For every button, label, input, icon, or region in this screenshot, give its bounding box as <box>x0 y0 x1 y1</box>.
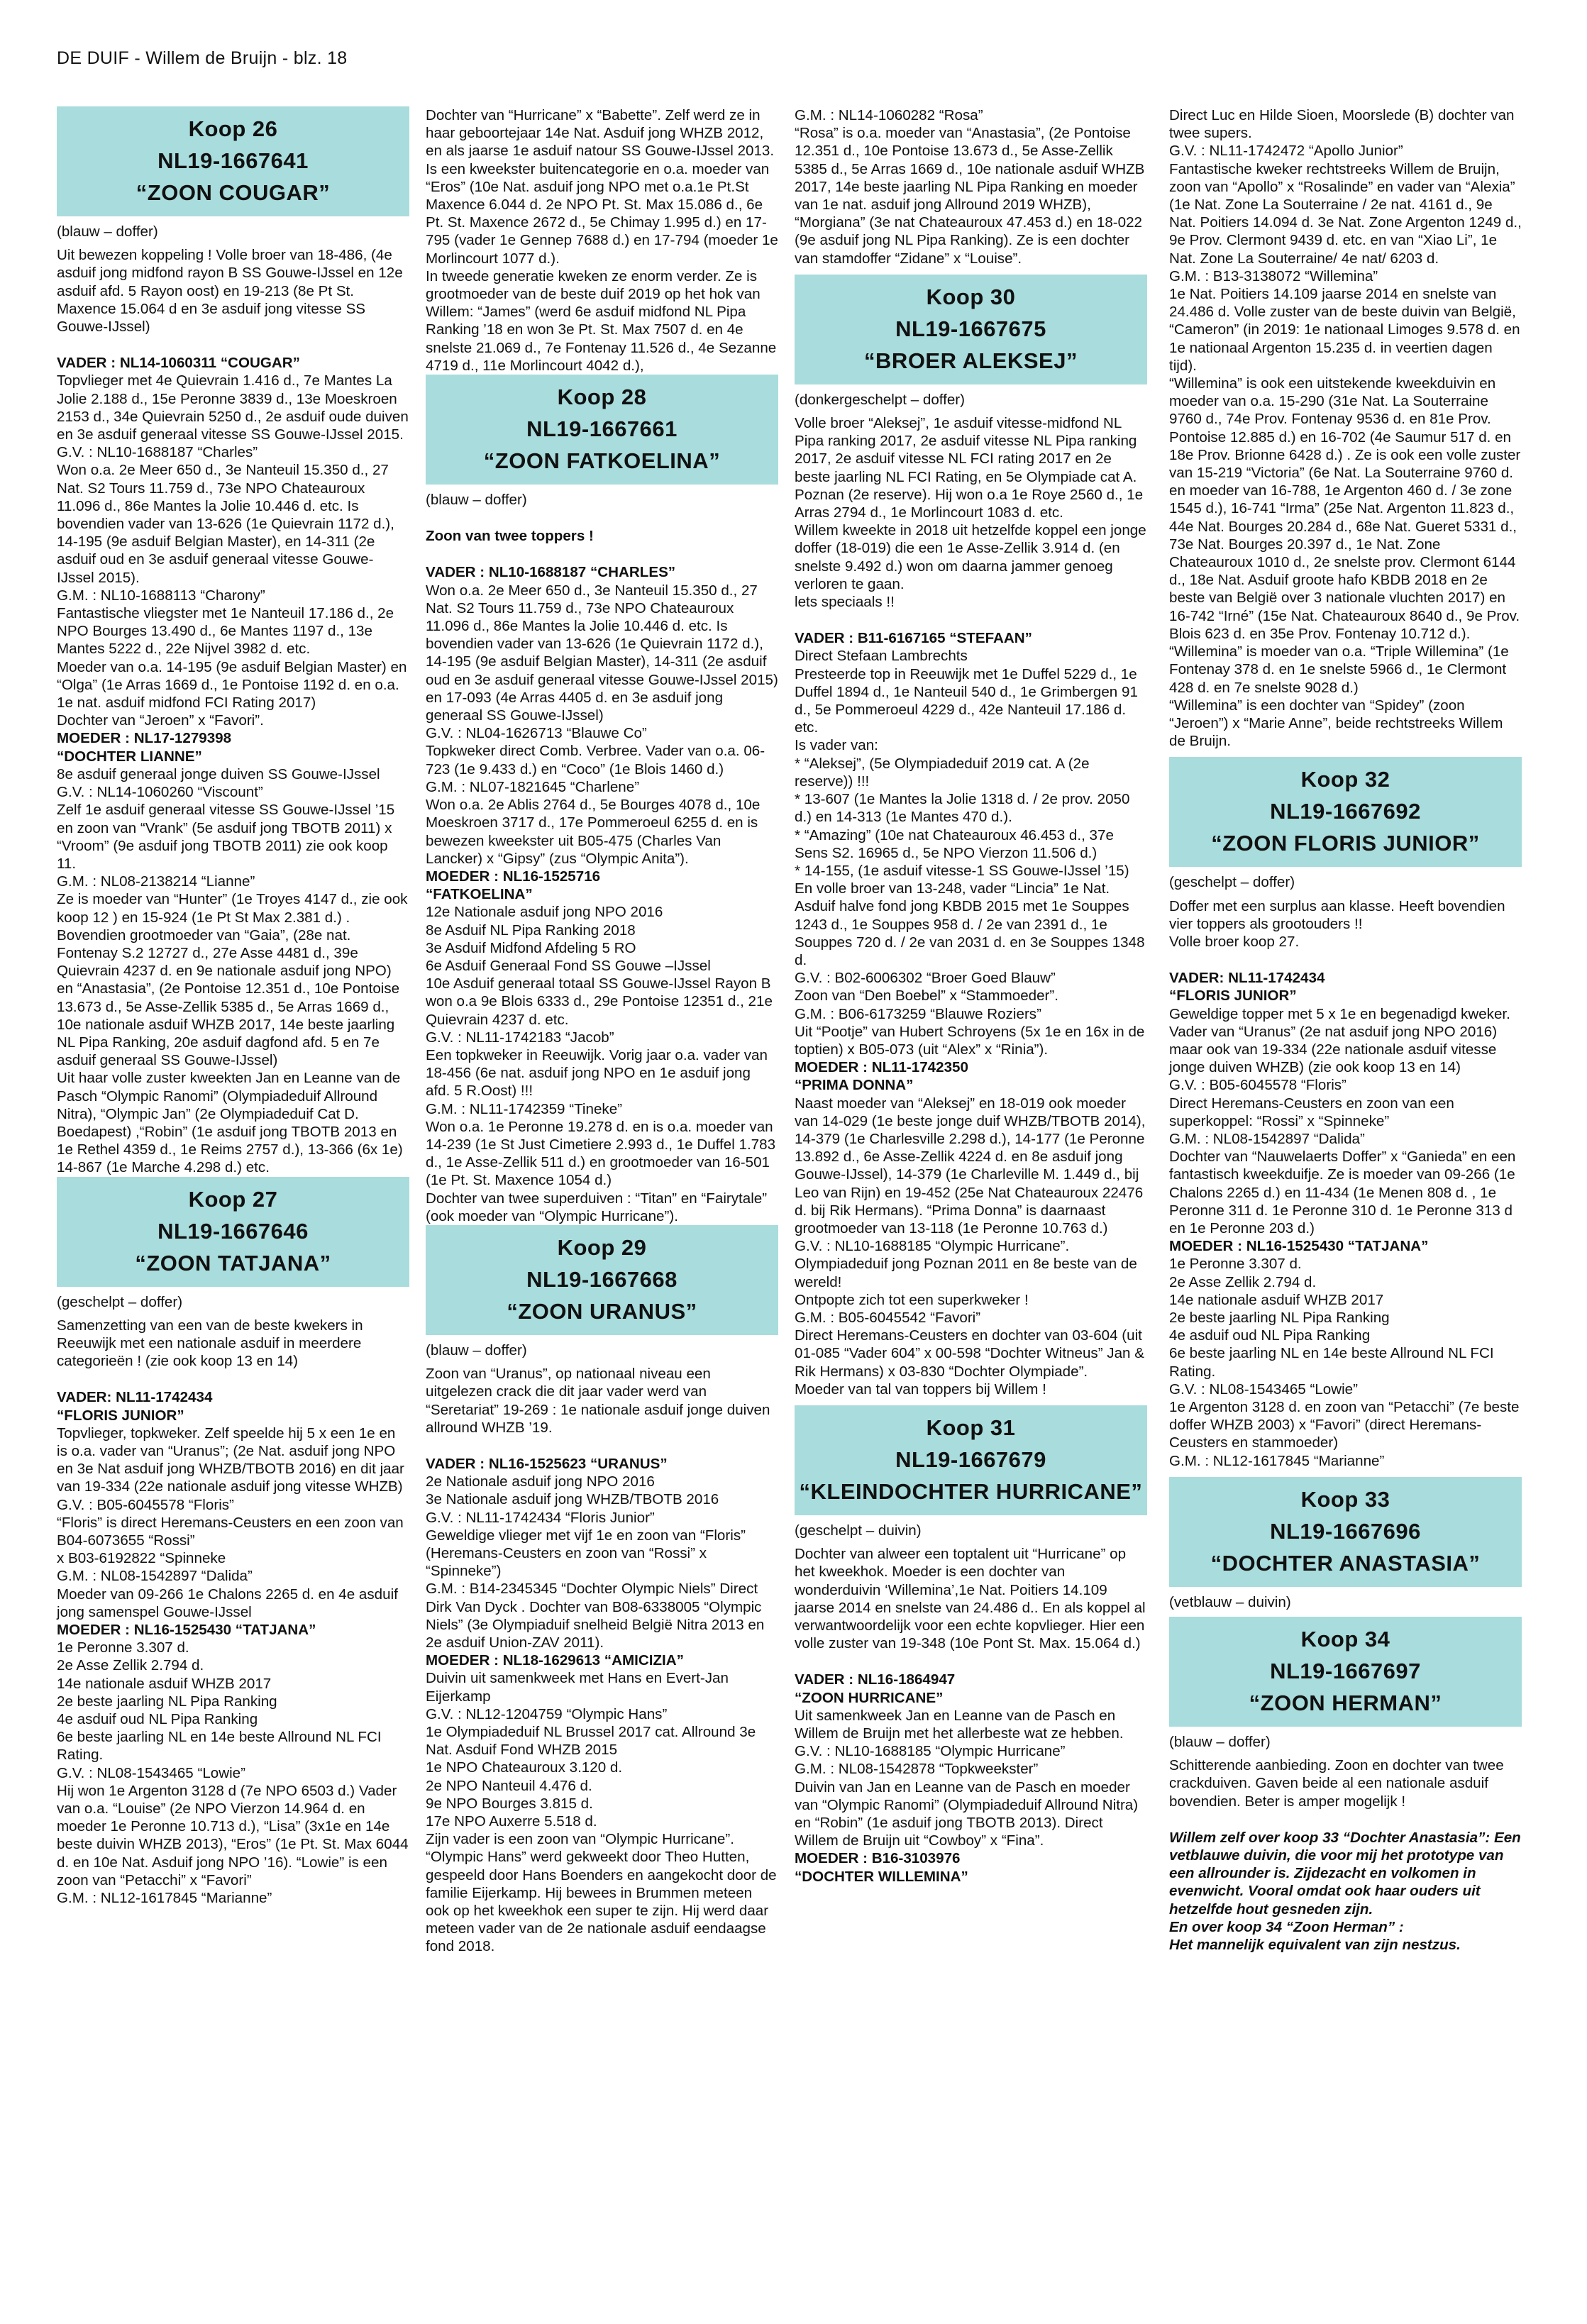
body-paragraph: “Floris” is direct Heremans-Ceusters en een zoon van B04-6073655 “Rossi” <box>57 1514 404 1549</box>
ring-number: NL19-1667661 <box>526 416 678 442</box>
body-paragraph: G.V. : NL04-1626713 “Blauwe Co” <box>426 725 647 742</box>
body-paragraph: Presteerde top in Reeuwijk met 1e Duffel 5229 d., 1e Duffel 1894 d., 1e Nanteuil 540 d., 1e Grimbergen 91 d., 5e Pommeroeul 4229 d., 42e Nanteuil 17.186 d. etc. <box>795 665 1138 736</box>
body-paragraph: 2e Asse Zellik 2.794 d. <box>1169 1273 1317 1290</box>
body-paragraph: * 13-607 (1e Mantes la Jolie 1318 d. / 2e prov. 2050 d.) en 14-313 (1e Mantes 470 d.). <box>795 791 1130 826</box>
body-paragraph: 3e Nationale asduif jong WHZB/TBOTB 2016 <box>426 1491 719 1508</box>
body-paragraph: * “Aleksej”, (5e Olympiadeduif 2019 cat. A (2e reserve)) !!! <box>795 755 1090 790</box>
body-paragraph: Won o.a. 1e Peronne 19.278 d. en is o.a. moeder van 14-239 (1e St Just Cimetiere 2.993 d., 1e Duffel 1.783 d., 1e Asse-Zellik 511 d.) en grootmoeder van 16-501 (1e Pt. St. Maxence 1054 d.) <box>426 1118 776 1189</box>
body-paragraph: Uit haar volle zuster kweekten Jan en Leanne van de Pasch “Olympic Ranomi” (Olympiadeduif Allround Nitra), “Olympic Jan” (2e Olympiadeduif Cat D. Boedapest) ,“Robin” (1e asduif jong TBOTB 2013 en 1e Rethel 4359 d., 1e Reims 2757 d.), 13-366 (6x 1e) 14-867 (1e Marche 4.298 d.) etc. <box>57 1070 403 1176</box>
body-paragraph: G.M. : NL12-1617845 “Marianne” <box>57 1890 272 1907</box>
body-paragraph: Topvlieger, topkweker. Zelf speelde hij 5 x een 1e en is o.a. vader van “Uranus”; (2e Nat. asduif jong NPO en 3e Nat asduif jong WHZB/TBOTB 2016) en dit jaar van 19-334 (22e nationale asduif jong vitesse WHZB) <box>57 1424 404 1495</box>
body-paragraph: 2e beste jaarling NL Pipa Ranking <box>57 1693 277 1710</box>
pedigree-heading: “FATKOELINA” <box>426 886 533 903</box>
running-header: DE DUIF - Willem de Bruijn - blz. 18 <box>57 48 348 68</box>
body-paragraph: Direct Heremans-Ceusters en zoon van een superkoppel: “Rossi” x “Spinneke” <box>1169 1095 1454 1129</box>
body-paragraph: G.V. : NL11-1742434 “Floris Junior” <box>426 1509 655 1526</box>
body-paragraph: Dochter van “Hurricane” x “Babette”. Zelf werd ze in haar geboortejaar 14e Nat. Asduif jong WHZB 2012, en als jaarse 1e asduif natour SS Gouwe-IJssel 2013. Is een kweekster buitencategorie en o.a. moeder van “Eros” (10e Nat. asduif jong NPO met o.a.1e Pt.St Maxence 6.044 d. 2e NPO Pt. St. Max 15.086 d., 6e Pt. St. Maxence 2672 d., 5e Chimay 1.995 d.) en 17-795 (vader 1e Gennep 7688 d.) en 17-794 (moeder 1e Morlincourt 1077 d.). <box>426 107 778 267</box>
body-paragraph: 6e beste jaarling NL en 14e beste Allround NL FCI Rating. <box>1169 1345 1494 1380</box>
body-paragraph: “Willemina” is een dochter van “Spidey” (zoon “Jeroen”) x “Marie Anne”, beide rechtstreeks Willem de Bruijn. <box>1169 697 1503 750</box>
body-paragraph: G.V. : NL10-1688187 “Charles” <box>57 444 258 461</box>
ring-number: NL19-1667668 <box>526 1266 678 1292</box>
body-paragraph: 2e NPO Nanteuil 4.476 d. <box>426 1777 592 1794</box>
pedigree-heading: VADER: NL11-1742434 <box>1169 970 1325 987</box>
color-sex-note: (blauw – doffer) <box>426 492 527 509</box>
body-paragraph: 14e nationale asduif WHZB 2017 <box>57 1675 272 1692</box>
pedigree-heading: “DOCHTER LIANNE” <box>57 748 202 765</box>
lot-title: “ZOON COUGAR” <box>136 180 331 205</box>
body-paragraph: Geweldige topper met 5 x 1e en begenadigd kweker. Vader van “Uranus” (2e nat asduif jong NPO 2016) maar ook van 19-334 (22e nationale asduif vitesse jonge duiven WHZB) (zie ook koop 13 en 14) <box>1169 1005 1510 1076</box>
body-paragraph: G.M. : B05-6045542 “Favori” <box>795 1309 981 1326</box>
body-paragraph: 1e Argenton 3128 d. en zoon van “Petacchi” (7e beste doffer WHZB 2003) x “Favori” (direct Heremans-Ceusters en stammoeder) <box>1169 1399 1520 1451</box>
body-paragraph: “Willemina” is moeder van o.a. “Triple Willemina” (1e Fontenay 378 d. en 1e snelste 5966 d., 1e Clermont 428 d. en 7e snelste 9028 d.) <box>1169 643 1509 696</box>
body-paragraph: In tweede generatie kweken ze enorm verder. Ze is grootmoeder van de beste duif 2019 op het hok van Willem: “James” (werd 6e asduif midfond NL Pipa Ranking ’18 en won 3e Pt. St. Max 7507 d. en 4e snelste 21.069 d., 7e Fontenay 11.526 d., 4e Sezanne 4719 d., 11e Morlincourt 4042 d.), <box>426 267 777 374</box>
body-paragraph: 2e beste jaarling NL Pipa Ranking <box>1169 1309 1390 1326</box>
lot-title: “ZOON FLORIS JUNIOR” <box>1211 831 1480 856</box>
lot-number: Koop 31 <box>926 1415 1016 1440</box>
body-paragraph: Naast moeder van “Aleksej” en 18-019 ook moeder van 14-029 (1e beste jonge duif WHZB/TBOTB 2014), 14-379 (1e Charlesville 2.298 d.), 14-177 (1e Peronne 13.892 d., 6e Asse-Zellik 4224 d. en 8e asduif jong Gouwe-IJssel), 14-379 (1e Charleville M. 1.449 d., bij Leo van Rijn) en 19-452 (25e Nat Chateauroux 22476 d. bij Rik Hermans). “Prima Donna” is daarnaast grootmoeder van 13-118 (1e Peronne 10.763 d.) <box>795 1095 1146 1236</box>
color-sex-note: (blauw – doffer) <box>57 223 158 240</box>
lot-title: “DOCHTER ANASTASIA” <box>1210 1550 1481 1576</box>
ring-number: NL19-1667679 <box>895 1447 1046 1472</box>
pedigree-heading: “FLORIS JUNIOR” <box>1169 987 1297 1005</box>
body-paragraph: Direct Heremans-Ceusters en dochter van 03-604 (uit 01-085 “Vader 604” x 00-598 “Dochter Witneus” Jan & Rik Hermans) x 03-830 “Dochter Olympiade”. <box>795 1327 1144 1380</box>
body-paragraph: Dochter van twee superduiven : “Titan” en “Fairytale” (ook moeder van “Olympic Hurricane”). <box>426 1190 768 1224</box>
body-paragraph: G.V. : NL14-1060260 “Viscount” <box>57 784 263 801</box>
body-paragraph: Won o.a. 2e Meer 650 d., 3e Nanteuil 15.350 d., 27 Nat. S2 Tours 11.759 d., 73e NPO Chateauroux 11.096 d., 86e Mantes la Jolie 10.446 d. etc. Is bovendien vader van 13-626 (1e Quievrain 1172 d.), 14-195 (9e asduif Belgian Master), 14-311 (2e asduif oud en 3e asduif generaal vitesse Gouwe-IJssel 2015) en 17-093 (4e Arras 4405 d. en 3e asduif jong generaal SS Gouwe-IJssel) <box>426 582 778 724</box>
pedigree-heading: MOEDER : NL18-1629613 “AMICIZIA” <box>426 1652 684 1669</box>
color-sex-note: (vetblauw – duivin) <box>1169 1593 1291 1610</box>
color-sex-note: (blauw – doffer) <box>426 1341 527 1359</box>
body-paragraph: Zoon van “Den Boebel” x “Stammoeder”. <box>795 987 1058 1005</box>
body-paragraph: Dochter van alweer een toptalent uit “Hurricane” op het kweekhok. Moeder is een dochter van wonderduivin ‘Willemina’,1e Nat. Poitiers 14.109 jaarse 2014 en snelste van 24.486 d.. En als koppel al verwantwoordelijk voor een echte kopvlieger. Hier een volle zuster van 19-348 (10e Pont St. Max. 15.064 d.) <box>795 1546 1146 1652</box>
body-paragraph: 6e Asduif Generaal Fond SS Gouwe –IJssel <box>426 957 711 974</box>
lot-header-box <box>795 275 1147 384</box>
column-4 <box>1169 106 1522 1954</box>
pedigree-heading: “ZOON HURRICANE” <box>795 1689 944 1706</box>
body-paragraph: Ze is moeder van “Hunter” (1e Troyes 4147 d., zie ook koop 12 ) en 15-924 (1e Pt St Max 2.381 d.) . Bovendien grootmoeder van “Gaia”, (28e nat. Fontenay S.2 12727 d., 27e Asse 4481 d., 39e Quievrain 4237 d. en 9e nationale asduif jong NPO) en “Anastasia”, (2e Pontoise 12.351 d., 10e Pontoise 13.673 d., 5e Asse-Zellik 5385 d., 5e Arras 1669 d., 10e nationale asduif WHZB 2017, 14e beste jaarling NL Pipa Ranking, 20e asduif dagfond afd. 5 en 7e asduif generaal SS Gouwe-IJssel) <box>57 891 408 1069</box>
body-paragraph: G.M. : NL14-1060282 “Rosa” <box>795 107 983 123</box>
body-paragraph: Zijn vader is een zoon van “Olympic Hurricane”. “Olympic Hans” werd gekweekt door Theo Hutten, gespeeld door Hans Boenders en aangekocht door de familie Eijerkamp. Hij bewees in Brummen meteen ook op het kweekhok een super te zijn. Hij werd daar meteen vader van de 2e nationale asduif eendaagse fond 2018. <box>426 1831 777 1955</box>
lot-number: Koop 26 <box>188 116 278 141</box>
body-paragraph: Dochter van “Nauwelaerts Doffer” x “Ganieda” en een fantastisch kweekduifje. Ze is moeder van 09-266 (1e Chalons 2265 d.) en 11-434 (1e Menen 808 d. , 1e Peronne 311 d. 1e Peronne 310 d. 1e Peronne 313 d en 1e Peronne 203 d.) <box>1169 1149 1516 1236</box>
body-paragraph: G.V. : NL10-1688185 “Olympic Hurricane”. Olympiadeduif jong Poznan 2011 en 8e beste van de wereld! <box>795 1238 1137 1290</box>
lot-title: “KLEINDOCHTER HURRICANE” <box>799 1479 1143 1504</box>
lot-header-box <box>57 1177 409 1287</box>
body-paragraph: Ontpopte zich tot een superkweker ! <box>795 1291 1029 1308</box>
lot-header-box <box>57 106 409 216</box>
body-paragraph: 14e nationale asduif WHZB 2017 <box>1169 1291 1384 1308</box>
body-paragraph: lets speciaals !! <box>795 594 895 611</box>
lot-header-box <box>795 1405 1147 1515</box>
body-paragraph: G.V. : NL11-1742183 “Jacob” <box>426 1029 614 1046</box>
pedigree-heading: VADER : NL10-1688187 “CHARLES” <box>426 564 676 581</box>
pedigree-heading: “FLORIS JUNIOR” <box>57 1407 184 1424</box>
body-paragraph: 8e asduif generaal jonge duiven SS Gouwe-IJssel <box>57 765 380 782</box>
body-paragraph: Volle broer koop 27. <box>1169 933 1300 950</box>
body-paragraph: Duivin van Jan en Leanne van de Pasch en moeder van “Olympic Ranomi” (Olympiadeduif Allround Nitra) en “Robin” (1e asduif jong TBOTB 2013). Direct Willem de Bruijn uit “Cowboy” x “Fina”. <box>795 1778 1139 1849</box>
body-paragraph: 4e asduif oud NL Pipa Ranking <box>1169 1327 1371 1344</box>
lot-header-box <box>1169 757 1522 867</box>
body-paragraph: Uit bewezen koppeling ! Volle broer van 18-486, (4e asduif jong midfond rayon B SS Gouwe-IJssel en 12e asduif afd. 5 Rayon oost) en 19-213 (8e Pt St. Maxence 15.064 d en 3e asduif jong vitesse SS Gouwe-IJssel) <box>57 247 403 336</box>
body-paragraph: G.M. : B13-3138072 “Willemina” <box>1169 267 1378 284</box>
pedigree-heading: MOEDER : NL11-1742350 <box>795 1059 968 1076</box>
lot-header-box <box>426 375 778 485</box>
body-paragraph: Moeder van tal van toppers bij Willem ! <box>795 1380 1046 1398</box>
body-paragraph: Won o.a. 2e Meer 650 d., 3e Nanteuil 15.350 d., 27 Nat. S2 Tours 11.759 d., 73e NPO Chateauroux 11.096 d., 86e Mantes la Jolie 10.446 d. etc. Is bovendien vader van 13-626 (1e Quievrain 1172 d.), 14-195 (9e asduif Belgian Master), en 14-311 (2e asduif oud en 3e asduif generaal vitesse Gouwe-IJssel 2015). <box>57 462 394 586</box>
ring-number: NL19-1667646 <box>157 1218 309 1244</box>
body-paragraph: Moeder van o.a. 14-195 (9e asduif Belgian Master) en “Olga” (1e Arras 1669 d., 1e Pontoise 1192 d. en o.a. 1e nat. asduif midfond FCI Rating 2017) <box>57 658 407 712</box>
ring-number: NL19-1667641 <box>157 148 309 173</box>
ring-number: NL19-1667692 <box>1270 799 1421 824</box>
body-paragraph: G.V. : B05-6045578 “Floris” <box>57 1496 234 1513</box>
pedigree-heading: MOEDER : NL16-1525430 “TATJANA” <box>57 1622 316 1639</box>
column-1 <box>57 106 409 1907</box>
pedigree-heading: Zoon van twee toppers ! <box>426 528 594 545</box>
color-sex-note: (geschelpt – duivin) <box>795 1522 922 1539</box>
body-paragraph: 4e asduif oud NL Pipa Ranking <box>57 1711 258 1728</box>
body-paragraph: G.M. : NL08-1542897 “Dalida” <box>57 1568 253 1585</box>
lot-header-box <box>1169 1477 1522 1587</box>
body-paragraph: Zelf 1e asduif generaal vitesse SS Gouwe-IJssel ’15 en zoon van “Vrank” (5e asduif jong TBOTB 2011) x “Vroom” (9e asduif jong TBOTB 2011) zie ook koop 11. <box>57 802 395 872</box>
body-paragraph: won o.a 9e Blois 6333 d., 29e Pontoise 12351 d., 21e Quievrain 4237 d. etc. <box>426 993 773 1028</box>
body-paragraph: G.M. : B06-6173259 “Blauwe Roziers” <box>795 1005 1041 1022</box>
body-paragraph: 1e Peronne 3.307 d. <box>57 1639 189 1656</box>
body-paragraph: 8e Asduif NL Pipa Ranking 2018 <box>426 922 636 939</box>
quote-paragraph: Willem zelf over koop 33 “Dochter Anastasia”: Een vetblauwe duivin, die voor mij het prototype van een allrounder is. Zijdezacht en volkomen in evenwicht. Vooral omdat ook haar ouders uit hetzelfde hout gesneden zijn. <box>1169 1829 1521 1918</box>
pedigree-heading: VADER: NL11-1742434 <box>57 1389 213 1406</box>
body-paragraph: 3e Asduif Midfond Afdeling 5 RO <box>426 939 636 956</box>
body-paragraph: G.M. : NL11-1742359 “Tineke” <box>426 1100 622 1117</box>
body-paragraph: Volle broer “Aleksej”, 1e asduif vitesse-midfond NL Pipa ranking 2017, 2e asduif vitesse NL Pipa ranking 2017, 2e asduif vitesse NL FCI rating 2017 en 2e beste jaarling NL FCI Rating, en 5e Olympiade cat A. Poznan (2e reserve). Hij won o.a 1e Roye 2560 d., 1e Arras 2794 d., 1e Morlincourt 1083 d. etc. <box>795 415 1144 521</box>
body-paragraph: 12e Nationale asduif jong NPO 2016 <box>426 904 663 921</box>
body-paragraph: Fantastische vliegster met 1e Nanteuil 17.186 d., 2e NPO Bourges 13.490 d., 6e Mantes 1197 d., 13e Mantes 5222 d., 22e Nijvel 3982 d. etc. <box>57 605 394 658</box>
body-paragraph: x B03-6192822 “Spinneke <box>57 1550 226 1567</box>
body-paragraph: G.M. : NL08-2138214 “Lianne” <box>57 873 255 890</box>
body-paragraph: “Rosa” is o.a. moeder van “Anastasia”, (2e Pontoise 12.351 d., 10e Pontoise 13.673 d., 5e Asse-Zellik 5385 d., 5e Arras 1669 d., 10e nationale asduif WHZB 2017, 14e beste jaarling NL Pipa Ranking en moeder van 1e nat. asduif jong Allround 2019 WHZB), “Morgiana” (3e nat Chateauroux 47.453 d.) en 18-022 (9e asduif jong NL Pipa Ranking). Ze is een dochter van stamdoffer “Zidane” x “Louise”. <box>795 125 1145 267</box>
body-paragraph: Fantastische kweker rechtstreeks Willem de Bruijn, zoon van “Apollo” x “Rosalinde” en vader van “Alexia” (1e Nat. Zone La Souterraine / 2e nat. 4161 d., 9e Nat. Poitiers 14.094 d. 3e Nat. Zone Argenton 1249 d., 9e Prov. Clermont 9439 d. etc. en van “Xiao Li”, 1e Nat. Zone La Souterraine/ 4e nat/ 6203 d. <box>1169 160 1522 267</box>
body-paragraph: G.M. : NL07-1821645 “Charlene” <box>426 778 640 795</box>
pedigree-heading: VADER : B11-6167165 “STEFAAN” <box>795 630 1032 647</box>
body-paragraph: “Willemina” is ook een uitstekende kweekduivin en moeder van o.a. 15-290 (31e Nat. La Souterraine 9760 d., 74e Prov. Fontenay 9536 d. en 81e Prov. Pontoise 12.885 d.) en 16-702 (4e Saumur 517 d. en 18e Prov. Brionne 6428 d.) . Ze is ook een volle zuster van 15-219 “Victoria” (6e Nat. La Souterraine 9760 d. en moeder van 16-788, 1e Argenton 460 d. / 3e zone 1545 d.), 16-741 “Irma” (25e Nat. Argenton 11.823 d., 44e Nat. Bourges 20.284 d., 68e Nat. Gueret 5331 d., 73e Nat. Bourges 20.397 d., 1e Nat. Zone Chateauroux 1010 d., 2e snelste prov. Clermont 6144 d., 18e Nat. Asduif groote hafo KBDB 2018 en 2e beste van België over 3 nationale vluchten 2017) en 16-742 “Irné” (15e Nat. Chateauroux 8640 d., 9e Prov. Blois 623 d. en 35e Prov. Fontenay 10.712 d.). <box>1169 375 1521 642</box>
pedigree-heading: MOEDER : NL17-1279398 <box>57 730 232 747</box>
lot-header-box <box>1169 1617 1522 1727</box>
color-sex-note: (geschelpt – doffer) <box>57 1293 183 1310</box>
pedigree-heading: MOEDER : B16-3103976 <box>795 1850 961 1867</box>
body-paragraph: G.V. : NL12-1204759 “Olympic Hans” <box>426 1705 668 1722</box>
body-paragraph: Uit samenkweek Jan en Leanne van de Pasch en Willem de Bruijn met het allerbeste wat ze hebben. <box>795 1707 1124 1742</box>
ring-number: NL19-1667697 <box>1270 1659 1421 1684</box>
body-paragraph: Topvlieger met 4e Quievrain 1.416 d., 7e Mantes La Jolie 2.188 d., 15e Peronne 3839 d., 13e Moeskroen 2153 d., 34e Quievrain 5250 d., 2e asduif oude duiven en 3e asduif generaal vitesse SS Gouwe-IJssel 2015. <box>57 372 409 443</box>
pedigree-heading: VADER : NL16-1864947 <box>795 1671 956 1688</box>
body-paragraph: 2e Asse Zellik 2.794 d. <box>57 1657 204 1674</box>
body-paragraph: G.V. : B05-6045578 “Floris” <box>1169 1077 1347 1094</box>
body-paragraph: 1e Olympiadeduif NL Brussel 2017 cat. Allround 3e Nat. Asduif Fond WHZB 2015 <box>426 1724 756 1759</box>
body-paragraph: G.M. : NL10-1688113 “Charony” <box>57 587 265 604</box>
body-paragraph: Geweldige vlieger met vijf 1e en zoon van “Floris” (Heremans-Ceusters en zoon van “Rossi” x “Spinneke”) <box>426 1527 746 1580</box>
body-paragraph: Zoon van “Uranus”, op nationaal niveau een uitgelezen crack die dit jaar vader werd van “Seretariat” 19-269 : 1e nationale asduif jonge duiven allround WHZB ’19. <box>426 1366 770 1436</box>
body-paragraph: Is vader van: <box>795 737 878 754</box>
lot-number: Koop 28 <box>557 384 647 410</box>
lot-number: Koop 34 <box>1300 1627 1390 1652</box>
lot-number: Koop 30 <box>926 284 1016 309</box>
lot-number: Koop 33 <box>1300 1486 1390 1512</box>
body-paragraph: 1e NPO Chateauroux 3.120 d. <box>426 1759 623 1776</box>
body-paragraph: Dochter van “Jeroen” x “Favori”. <box>57 712 264 729</box>
body-paragraph: Moeder van 09-266 1e Chalons 2265 d. en 4e asduif jong samenspel Gouwe-IJssel <box>57 1586 398 1620</box>
body-paragraph: 10e Asduif generaal totaal SS Gouwe-IJssel Rayon B <box>426 975 771 992</box>
body-paragraph: 1e Peronne 3.307 d. <box>1169 1256 1302 1273</box>
body-paragraph: G.V. : NL08-1543465 “Lowie” <box>1169 1380 1358 1398</box>
body-paragraph: * “Amazing” (10e nat Chateauroux 46.453 d., 37e Sens S2. 16965 d., 5e NPO Vierzon 11.506 d.) <box>795 826 1114 861</box>
body-paragraph: Schitterende aanbieding. Zoon en dochter van twee crackduiven. Gaven beide al een nationale asduif bovendien. Beter is amper mogelijk ! <box>1169 1757 1504 1810</box>
ring-number: NL19-1667675 <box>895 316 1046 341</box>
quote-paragraph: En over koop 34 “Zoon Herman” : <box>1169 1918 1404 1935</box>
lot-title: “ZOON TATJANA” <box>135 1250 331 1276</box>
color-sex-note: (donkergeschelpt – doffer) <box>795 391 966 408</box>
column-3 <box>795 106 1147 1886</box>
body-paragraph: Hij won 1e Argenton 3128 d (7e NPO 6503 d.) Vader van o.a. “Louise” (2e NPO Vierzon 14.964 d. en moeder 1e Peronne 10.713 d.), “Lisa” (3x1e en 14e beste duivin WHZB 2013), “Eros” (1e Pt. St. Max 6044 d. en 10e Nat. Asduif jong NPO ’16). “Lowie” is een zoon van “Petacchi” x “Favori” <box>57 1782 409 1888</box>
body-paragraph: 17e NPO Auxerre 5.518 d. <box>426 1813 597 1830</box>
body-paragraph: Direct Stefaan Lambrechts <box>795 648 968 665</box>
lot-number: Koop 27 <box>188 1186 278 1212</box>
pedigree-heading: “PRIMA DONNA” <box>795 1077 914 1094</box>
body-paragraph: Samenzetting van een van de beste kwekers in Reeuwijk met een nationale asduif in meerdere categorieën ! (zie ook koop 13 en 14) <box>57 1317 363 1370</box>
body-paragraph: * 14-155, (1e asduif vitesse-1 SS Gouwe-IJssel ’15) En volle broer van 13-248, vader “Lincia” 1e Nat. Asduif halve fond jong KBDB 2015 met 1e Souppes 1243 d., 1e Souppes 958 d. / 2e van 2391 d., 1e Souppes 720 d. / 2e van 2031 d. en 3e Souppes 1348 d. <box>795 862 1145 968</box>
pedigree-heading: MOEDER : NL16-1525430 “TATJANA” <box>1169 1238 1429 1255</box>
body-paragraph: G.V. : NL08-1543465 “Lowie” <box>57 1764 245 1781</box>
body-paragraph: G.V. : NL11-1742472 “Apollo Junior” <box>1169 143 1403 160</box>
body-paragraph: Een topkweker in Reeuwijk. Vorig jaar o.a. vader van 18-456 (6e nat. asduif jong NPO en 1e asduif jong afd. 5 R.Oost) !!! <box>426 1046 768 1100</box>
pedigree-heading: VADER : NL16-1525623 “URANUS” <box>426 1455 668 1472</box>
ring-number: NL19-1667696 <box>1270 1518 1421 1544</box>
body-paragraph: Duivin uit samenkweek met Hans en Evert-Jan Eijerkamp <box>426 1670 729 1705</box>
lot-header-box <box>426 1225 778 1335</box>
body-paragraph: Topkweker direct Comb. Verbree. Vader van o.a. 06-723 (1e 9.433 d.) en “Coco” (1e Blois 1460 d.) <box>426 743 765 778</box>
body-paragraph: Won o.a. 2e Ablis 2764 d., 5e Bourges 4078 d., 10e Moeskroen 3717 d., 17e Pommeroeul 6255 d. en is bewezen kweekster uit B05-475 (Charles Van Lancker) x “Gipsy” (zus “Olympic Anita”). <box>426 797 761 867</box>
lot-number: Koop 29 <box>557 1234 647 1260</box>
body-paragraph: G.V. : B02-6006302 “Broer Goed Blauw” <box>795 970 1056 987</box>
pedigree-heading: VADER : NL14-1060311 “COUGAR” <box>57 355 300 372</box>
lot-number: Koop 32 <box>1300 767 1390 792</box>
color-sex-note: (blauw – doffer) <box>1169 1734 1271 1751</box>
body-paragraph: G.M. : NL08-1542878 “Topkweekster” <box>795 1761 1039 1778</box>
lot-title: “ZOON HERMAN” <box>1249 1691 1442 1716</box>
column-2 <box>426 106 778 1956</box>
color-sex-note: (geschelpt – doffer) <box>1169 874 1295 891</box>
body-paragraph: Direct Luc en Hilde Sioen, Moorslede (B) dochter van twee supers. <box>1169 107 1515 142</box>
lot-title: “ZOON URANUS” <box>507 1298 697 1324</box>
body-paragraph: G.M. : B14-2345345 “Dochter Olympic Niels” Direct Dirk Van Dyck . Dochter van B08-6338005 “Olympic Niels” (3e Olympiaduif snelheid België Nitra 2013 en 2e asduif Union-ZAV 2011). <box>426 1581 765 1651</box>
body-paragraph: G.V. : NL10-1688185 “Olympic Hurricane” <box>795 1743 1066 1760</box>
lot-title: “BROER ALEKSEJ” <box>864 348 1078 373</box>
pedigree-heading: “DOCHTER WILLEMINA” <box>795 1868 968 1885</box>
pedigree-heading: MOEDER : NL16-1525716 <box>426 868 601 885</box>
quote-paragraph: Het mannelijk equivalent van zijn nestzus. <box>1169 1937 1461 1954</box>
body-paragraph: G.M. : NL08-1542897 “Dalida” <box>1169 1130 1365 1147</box>
body-paragraph: 6e beste jaarling NL en 14e beste Allround NL FCI Rating. <box>57 1729 382 1764</box>
body-paragraph: 1e Nat. Poitiers 14.109 jaarse 2014 en snelste van 24.486 d. Volle zuster van de beste duivin van België, “Cameron” (in 2019: 1e nationaal Limoges 9.578 d. en 1e nationaal Argenton 15.235 d. in veertien dagen tijd). <box>1169 286 1520 374</box>
lot-title: “ZOON FATKOELINA” <box>483 448 721 474</box>
body-paragraph: 9e NPO Bourges 3.815 d. <box>426 1795 593 1812</box>
body-paragraph: 2e Nationale asduif jong NPO 2016 <box>426 1473 655 1490</box>
body-paragraph: Doffer met een surplus aan klasse. Heeft bovendien vier toppers als grootouders !! <box>1169 897 1505 932</box>
body-paragraph: Uit “Pootje” van Hubert Schroyens (5x 1e en 16x in de toptien) x B05-073 (uit “Alex” x “Rinia”). <box>795 1023 1145 1058</box>
body-paragraph: Willem kweekte in 2018 uit hetzelfde koppel een jonge doffer (18-019) die een 1e Asse-Zellik 3.914 d. (en snelste 9.492 d.) won om daarna jammer genoeg verloren te gaan. <box>795 522 1146 592</box>
body-paragraph: G.M. : NL12-1617845 “Marianne” <box>1169 1452 1385 1469</box>
